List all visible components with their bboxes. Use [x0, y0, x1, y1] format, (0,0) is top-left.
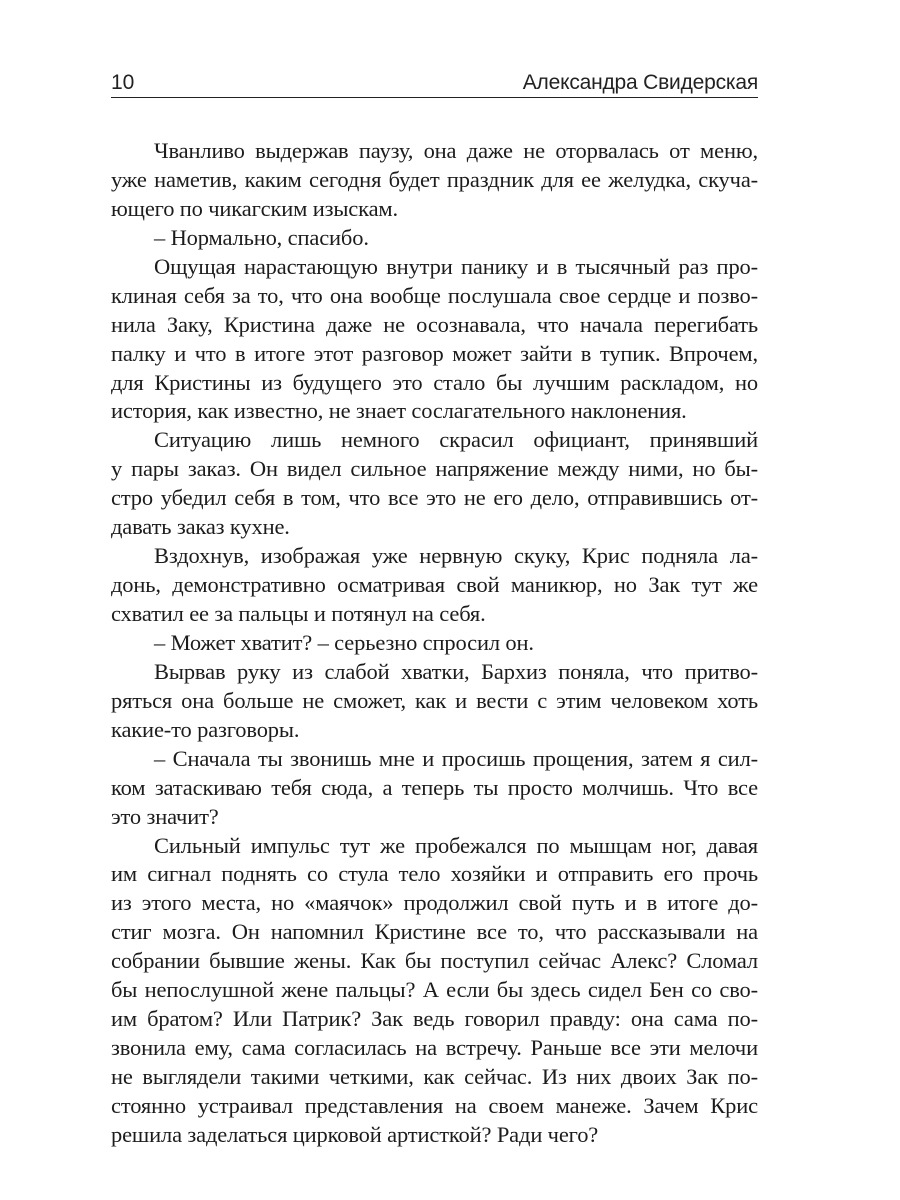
text-line: какие-то разговоры.	[111, 716, 300, 742]
text-line: ком затаскиваю тебя сюда, а теперь ты просто молчишь. Что все	[111, 774, 758, 800]
text-line: ряться она больше не сможет, как и вести с этим человеком хоть	[111, 687, 758, 713]
text-line: нила Заку, Кристина даже не осознавала, что начала перегибать	[111, 311, 758, 337]
paragraph	[111, 137, 758, 224]
text-line: стиг мозга. Он напомнил Кристине все то, что рассказывали на	[111, 919, 758, 945]
text-line: Вырвав руку из слабой хватки, Бархиз поняла, что притво-	[154, 658, 758, 684]
text-line: уже наметив, каким сегодня будет праздник для ее желудка, скуча-	[111, 166, 758, 192]
text-line: Вздохнув, изображая уже нервную скуку, Крис подняла ла-	[154, 543, 758, 569]
text-line: – Нормально, спасибо.	[154, 224, 369, 250]
paragraph	[111, 253, 758, 427]
text-line: это значит?	[111, 803, 219, 829]
text-line: им сигнал поднять со стула тело хозяйки и отправить его прочь	[111, 861, 758, 887]
text-line: история, как известно, не знает сослагательного наклонения.	[111, 398, 687, 424]
text-line: Ситуацию лишь немного скрасил официант, принявший	[154, 427, 758, 453]
text-line: для Кристины из будущего это стало бы лучшим раскладом, но	[111, 369, 758, 395]
text-line: – Может хватит? – серьезно спросил он.	[154, 629, 534, 655]
paragraph	[111, 224, 758, 253]
running-head	[111, 68, 758, 96]
text-line: Чванливо выдержав паузу, она даже не оторвалась от меню,	[154, 138, 758, 163]
text-line: донь, демонстративно осматривая свой маникюр, но Зак тут же	[111, 572, 758, 598]
paragraph	[111, 542, 758, 629]
paragraph	[111, 832, 758, 1150]
page-number: 10	[111, 71, 135, 94]
text-line: клиная себя за то, что она вообще послушала свое сердце и позво-	[111, 282, 758, 308]
paragraph	[111, 745, 758, 832]
paragraph	[111, 629, 758, 658]
text-line: у пары заказ. Он видел сильное напряжение между ними, но бы-	[111, 456, 758, 482]
running-head-author: Александра Свидерская	[522, 71, 758, 94]
text-line: Сильный импульс тут же пробежался по мышцам ног, давая	[154, 832, 758, 858]
text-line: звонила ему, сама согласилась на встречу. Раньше все эти мелочи	[111, 1035, 758, 1061]
text-line: бы непослушной жене пальцы? А если бы здесь сидел Бен со сво-	[111, 977, 758, 1003]
text-line: стро убедил себя в том, что все это не его дело, отправившись от-	[111, 485, 758, 511]
text-line: давать заказ кухне.	[111, 514, 290, 540]
text-line: решила заделаться цирковой артисткой? Ради чего?	[111, 1121, 599, 1147]
text-line: ющего по чикагским изыскам.	[111, 195, 398, 221]
text-line: из этого места, но «маячок» продолжил свой путь и в итоге до-	[111, 890, 758, 916]
text-line: палку и что в итоге этот разговор может зайти в тупик. Впрочем,	[111, 340, 758, 366]
text-line: не выглядели такими четкими, как сейчас. Из них двоих Зак по-	[111, 1064, 758, 1089]
paragraph	[111, 658, 758, 745]
text-line: – Сначала ты звонишь мне и просишь прощения, затем я сил-	[154, 745, 758, 771]
paragraph	[111, 426, 758, 542]
body-text	[111, 137, 758, 1150]
text-line: собрании бывшие жены. Как бы поступил сейчас Алекс? Сломал	[111, 948, 758, 974]
text-line: Ощущая нарастающую внутри панику и в тысячный раз про-	[154, 253, 758, 279]
text-line: схватил ее за пальцы и потянул на себя.	[111, 601, 486, 626]
text-line: им братом? Или Патрик? Зак ведь говорил правду: она сама по-	[111, 1006, 758, 1032]
header-rule	[111, 97, 758, 98]
text-line: стоянно устраивал представления на своем манеже. Зачем Крис	[111, 1092, 758, 1118]
